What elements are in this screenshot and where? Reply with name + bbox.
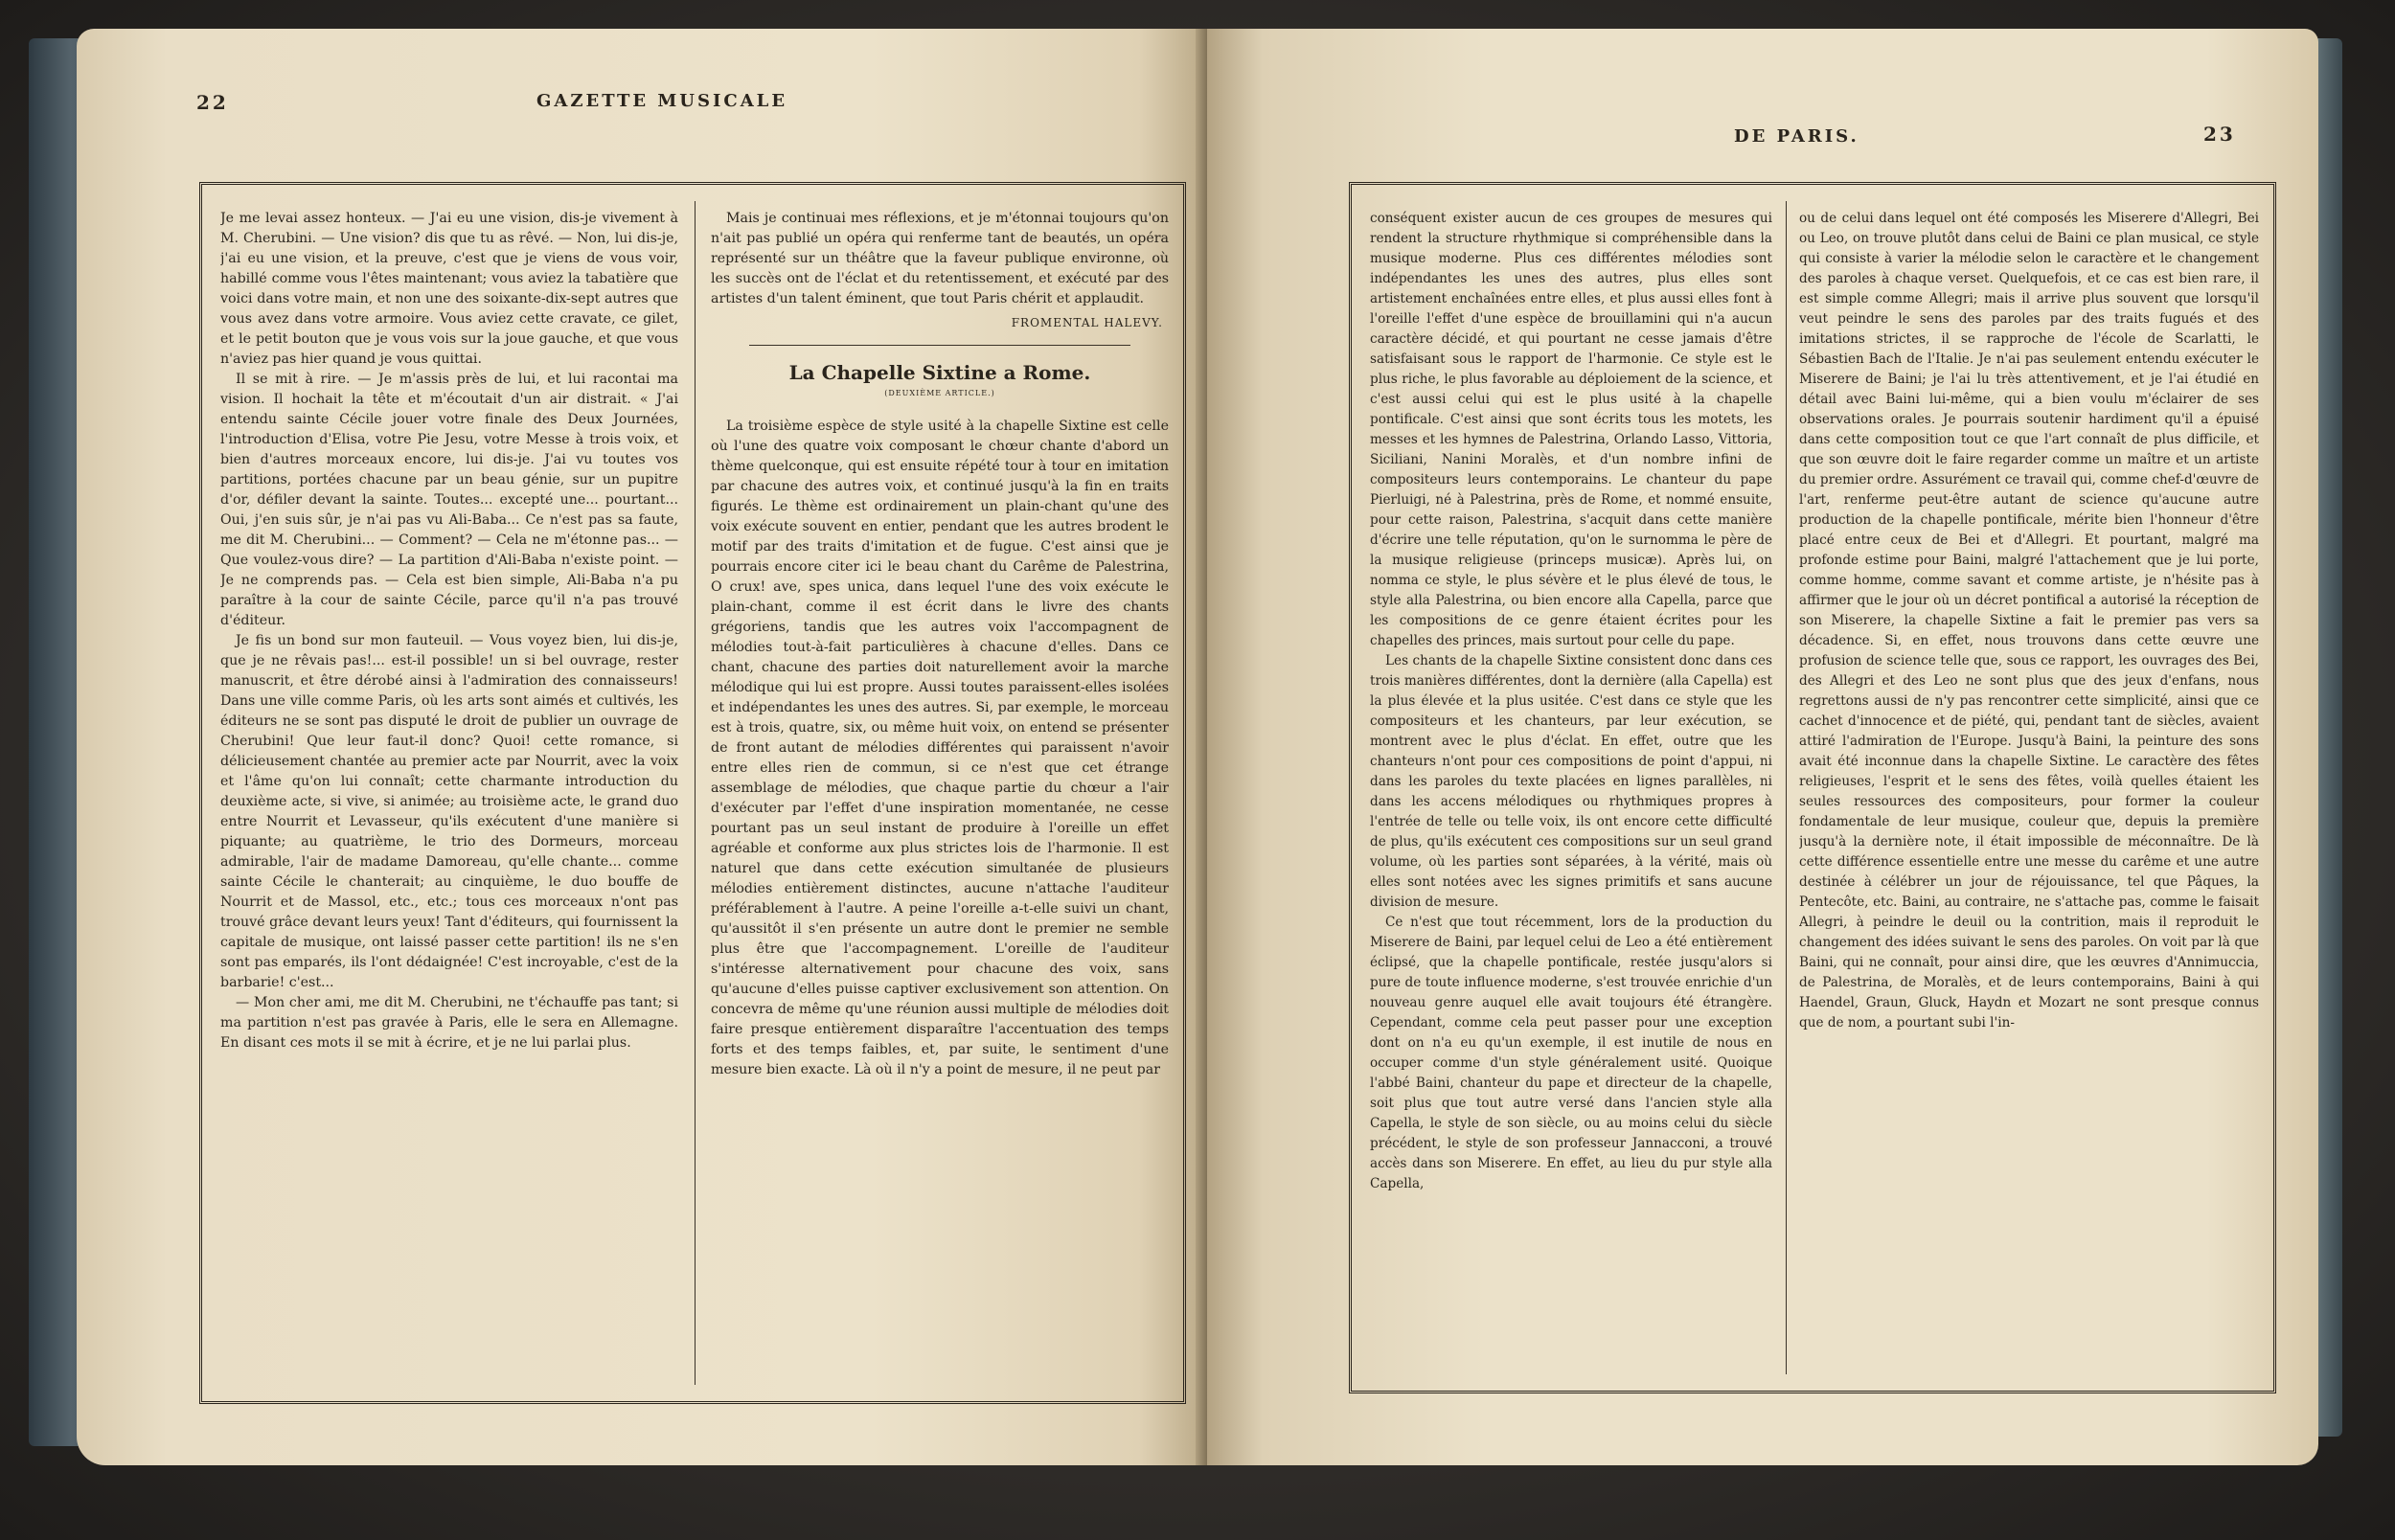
left-column-2 — [711, 209, 1169, 1387]
left-column-1 — [220, 209, 678, 1387]
paragraph: Ce n'est que tout récemment, lors de la production du Miserere de Baini, par lequel celui de Leo a été entièrement éclipsé, que la chapelle pontificale, restée jusqu'alors si pure de toute influence moderne, s'est trouvée enrichie d'un nouveau genre auquel elle avait toujours été étrangère. Cependant, comme cela peut passer pour une exception dont on n'a eu qu'un exemple, il est inutile de nous en occuper comme d'un style généralement usité. Quoique l'abbé Baini, chanteur du pape et directeur de la chapelle, soit plus que tout autre versé dans l'ancien style alla Capella, le style de son siècle, ou au moins celui du siècle précédent, le style de son professeur Jannacconi, a trouvé accès dans son Miserere. En effet, au lieu du pur style alla Capella, — [1370, 915, 1772, 1191]
left-column-rule — [695, 201, 696, 1385]
paragraph: Mais je continuai mes réflexions, et je m'étonnai toujours qu'on n'ait pas publié un opéra qui renferme tant de beautés, un opéra représenté sur un théâtre que la faveur publique environne, où les succès ont de l'éclat et du retentissement, et exécuté par des artistes d'un talent éminent, que tout Paris chérit et applaudit. — [711, 211, 1169, 306]
author-signature: FROMENTAL HALEVY. — [1011, 316, 1163, 329]
right-column-2 — [1799, 209, 2259, 1379]
paragraph: Je fis un bond sur mon fauteuil. — Vous voyez bien, lui dis-je, que je ne rêvais pas!... est-il possible! un si bel ouvrage, rester manuscrit, et être dérobé ainsi à l'admiration des connaisseurs! Dans une ville comme Paris, où les arts sont aimés et cultivés, les éditeurs ne se sont pas disputé le droit de publier un ouvrage de Cherubini! Que leur faut-il donc? Quoi! cette romance, si délicieusement chantée au premier acte par Nourrit, avec la voix et l'âme qu'on lui connaît; cette charmante introduction du deuxième acte, si vive, si animée; au troisième acte, le grand duo entre Nourrit et Levasseur, qu'ils exécutent d'une manière si piquante; au quatrième, le trio des Dormeurs, morceau admirable, l'air de madame Damoreau, qu'elle chante... comme sainte Cécile le chanterait; au cinquième, le duo bouffe de Nourrit et de Massol, etc., etc.; tous ces morceaux n'ont pas trouvé grâce devant leurs yeux! Tant d'éditeurs, qui fournissent la capitale de musique, ont laissé passer cette partition! ils ne s'en sont pas emparés, ils l'ont dédaignée! C'est incroyable, c'est de la barbarie! c'est... — [220, 633, 678, 990]
right-page — [1207, 29, 2318, 1465]
paragraph: La troisième espèce de style usité à la chapelle Sixtine est celle où l'une des quatre voix composant le chœur chante d'abord un thème quelconque, qui est ensuite répété tour à tour en imitation par chacune des autres voix, et continué jusqu'à la fin en traits figurés. Le thème est ordinairement un plain-chant qu'une des voix exécute souvent en entier, pendant que les autres brodent le motif par des traits d'imitation et de fugue. C'est ainsi que je pourrais encore citer ici le beau chant du Carême de Palestrina, O crux! ave, spes unica, dans lequel l'une des voix exécute le plain-chant, comme il est écrit dans le livre des chants grégoriens, tandis que les autres voix l'accompagnent de mélodies tout-à-fait particulières à chacune d'elles. Dans ce chant, chacune des parties doit naturellement avoir la marche mélodique qui lui est propre. Aussi toutes paraissent-elles isolées et indépendantes les unes des autres. Si, par exemple, le morceau est à trois, quatre, six, ou même huit voix, on entend se présenter de front autant de mélodies différentes qui paraissent n'avoir entre elles rien de commun, si ce n'est que cet étrange assemblage de mélodies, que chaque partie du chœur a l'air d'exécuter par l'effet d'une inspiration momentanée, ne cesse pourtant pas un seul instant de produire à l'oreille un effet agréable et conforme aux plus strictes lois de l'harmonie. Il est naturel que dans cette exécution simultanée de plusieurs mélodies entièrement distinctes, aucune n'attache l'auditeur préférablement à l'autre. A peine l'oreille a-t-elle suivi un chant, qu'aussitôt il s'en présente un autre dont le premier ne semble plus être que l'accompagnement. L'oreille de l'auditeur s'intéresse alternativement pour chacune des voix, sans qu'aucune d'elles puisse captiver exclusivement son attention. On concevra de même qu'une réunion aussi multiple de mélodies doit faire presque entièrement disparaître l'accentuation des temps forts et des temps faibles, et, par suite, le sentiment d'une mesure bien exacte. Là où il n'y a point de mesure, il ne peut par — [711, 419, 1169, 1077]
left-page — [77, 29, 1207, 1465]
article-subtitle: (DEUXIÈME ARTICLE.) — [884, 389, 995, 397]
right-running-head: DE PARIS. — [1734, 126, 1859, 147]
paragraph: — Mon cher ami, me dit M. Cherubini, ne t'échauffe pas tant; si ma partition n'est pas gravée à Paris, elle le sera en Allemagne. En disant ces mots il se mit à écrire, et je ne lui parlai plus. — [220, 995, 678, 1051]
paragraph: ou de celui dans lequel ont été composés les Miserere d'Allegri, Bei ou Leo, on trouve plutôt dans celui de Baini ce plan musical, ce style qui consiste à varier la mélodie selon le caractère et le changement des paroles à chaque verset. Quelquefois, et ce cas est bien rare, il est simple comme Allegri; mais il arrive plus souvent que lorsqu'il veut peindre le sens des paroles par des traits fugués et des imitations strictes, il se rapproche de l'école de Scarlatti, le Sébastien Bach de l'Italie. Je n'ai pas seulement entendu exécuter le Miserere de Baini; je l'ai lu très attentivement, et je l'ai étudié en détail avec Baini lui-même, qui a bien voulu m'éclairer de ses observations orales. Je pourrais soutenir hardiment qu'il a épuisé dans cette composition tout ce que l'art connaît de plus difficile, et que son œuvre doit le faire regarder comme un maître et un artiste du premier ordre. Assurément ce travail qui, comme chef-d'œuvre de l'art, renferme peut-être autant de science qu'aucune autre production de la chapelle pontificale, mérite bien l'honneur d'être placé entre ceux de Bei et d'Allegri. Et pourtant, malgré ma profonde estime pour Baini, malgré l'attachement que je lui porte, comme homme, comme savant et comme artiste, je n'hésite pas à affirmer que le jour où un décret pontifical a autorisé la réception de son Miserere, la chapelle Sixtine a fait le premier pas vers sa décadence. Si, en effet, nous trouvons dans cette œuvre une profusion de science telle que, sous ce rapport, les ouvrages des Bei, des Allegri et des Leo ne sont plus que des jeux d'enfans, nous regrettons aussi de n'y pas rencontrer cette simplicité, ainsi que ce cachet d'innocence et de piété, qui, pendant tant de siècles, avaient attiré l'admiration de l'Europe. Jusqu'à Baini, la peinture des sons avait été inconnue dans la chapelle Sixtine. Le caractère des fêtes religieuses, l'esprit et le sens des fêtes, voilà quelles étaient les seules ressources des compositeurs, pour former la couleur fondamentale de leur musique, couleur que, depuis la première jusqu'à la dernière note, il était impossible de méconnaître. De là cette différence essentielle entre une messe du carême et une autre destinée à célébrer un jour de réjouissance, tel que Pâques, la Pentecôte, etc. Baini, au contraire, ne s'attache pas, comme le faisait Allegri, à peindre le deuil ou la contrition, mais il reproduit le changement des idées suivant le sens des paroles. On voit par là que Baini, qui ne connaît, pour ainsi dire, que les œuvres d'Annimuccia, de Palestrina, de Moralès, et de leurs contemporains, Baini à qui Haendel, Graun, Gluck, Haydn et Mozart ne sont presque connus que de nom, a pourtant subi l'in- — [1799, 211, 2259, 1030]
right-page-number: 23 — [2203, 123, 2236, 146]
article-separator — [749, 345, 1130, 346]
right-column-rule — [1786, 201, 1787, 1374]
left-running-head: GAZETTE MUSICALE — [536, 91, 788, 111]
paragraph: Je me levai assez honteux. — J'ai eu une vision, dis-je vivement à M. Cherubini. — Une vision? dis que tu as rêvé. — Non, lui dis-je, j'ai eu une vision, et la preuve, c'est que je viens de vous voir, habillé comme vous l'êtes maintenant; vous aviez la tabatière que voici dans votre main, et non une des soixante-dix-sept autres que vous avez dans votre armoire. Vous aviez cette cravate, ce gilet, et le petit bouton que je vous vois sur la joue gauche, et que vous n'aviez pas hier quand je vous quittai. — [220, 211, 678, 367]
paragraph: Les chants de la chapelle Sixtine consistent donc dans ces trois manières différentes, dont la dernière (alla Capella) est la plus élevée et la plus usitée. C'est dans ce style que les compositeurs et les chanteurs, par leur exécution, se montrent avec le plus d'éclat. En effet, outre que les chanteurs n'ont pour ces compositions de point d'appui, ni dans les paroles du texte placées en lignes parallèles, ni dans les accens mélodiques ou rhythmiques propres à l'entrée de telle ou telle voix, ils ont encore cette difficulté de plus, qu'ils exécutent ces compositions sur un seul grand volume, où les parties sont séparées, à la vérité, mais où elles sont notées avec les signes primitifs et sans aucune division de mesure. — [1370, 653, 1772, 910]
article-title: La Chapelle Sixtine a Rome. — [788, 361, 1091, 384]
left-page-number: 22 — [196, 91, 229, 114]
right-column-1 — [1370, 209, 1772, 1379]
paragraph: Il se mit à rire. — Je m'assis près de lui, et lui racontai ma vision. Il hochait la tête et m'écoutait d'un air distrait. « J'ai entendu sainte Cécile jouer votre finale des Deux Journées, l'introduction d'Elisa, votre Pie Jesu, votre Messe à trois voix, et bien d'autres morceaux encore, lui dis-je. J'ai vu toutes vos partitions, portées chacune par un beau génie, sur un pupitre d'or, défiler devant la sainte. Toutes... excepté une... pourtant... Oui, j'en suis sûr, je n'ai pas vu Ali-Baba... Ce n'est pas sa faute, me dit M. Cherubini... — Comment? — Cela ne m'étonne pas... — Que voulez-vous dire? — La partition d'Ali-Baba n'existe point. — Je ne comprends pas. — Cela est bien simple, Ali-Baba n'a pu paraître à la cour de sainte Cécile, parce qu'il n'a pas trouvé d'éditeur. — [220, 372, 678, 628]
paragraph: conséquent exister aucun de ces groupes de mesures qui rendent la structure rhythmique si compréhensible dans la musique moderne. Plus ces différentes mélodies sont indépendantes les unes des autres, plus elles sont artistement enchaînées entre elles, et plus aussi elles font à l'oreille l'effet d'une espèce de brouillamini qui n'a aucun caractère décidé, et qui pourtant ne cesse jamais d'être satisfaisant sous le rapport de l'harmonie. Ce style est le plus riche, le plus favorable au déploiement de la science, et c'est aussi celui qui est le plus usité à la chapelle pontificale. C'est ainsi que sont écrits tous les motets, les messes et les hymnes de Palestrina, Orlando Lasso, Vittoria, Siciliani, Nanini Moralès, et d'un nombre infini de compositeurs leurs contemporains. Le chanteur du pape Pierluigi, né à Palestrina, près de Rome, et nommé ensuite, pour cette raison, Palestrina, s'acquit dans cette manière d'écrire une telle réputation, qu'on le surnomma le père de la musique religieuse (princeps musicæ). Après lui, on nomma ce style, le plus sévère et le plus élevé de tous, le style alla Palestrina, ou bien encore alla Capella, parce que les compositions de ce genre étaient écrites pour les chapelles des princes, mais surtout pour celle du pape. — [1370, 211, 1772, 648]
